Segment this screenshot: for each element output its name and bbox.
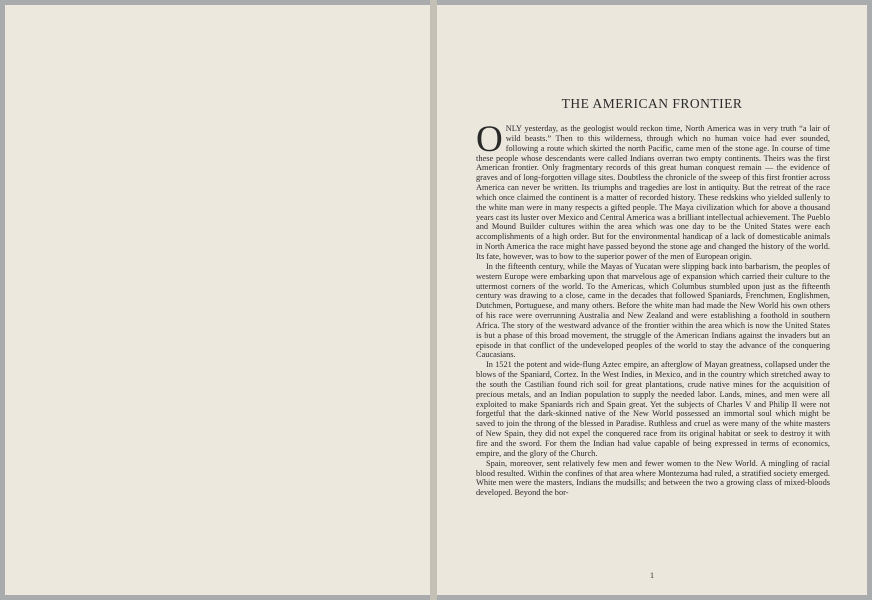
page-number: 1 bbox=[650, 571, 654, 580]
paragraph-1-text: NLY yesterday, as the geologist would reckon time, North America was in very truth “a lair of wild beasts.” Then to this wilderness, through which no human voice had ever sounded, following a route which skirted the north Pacific, came men of the stone age. In course of time these people whose descendants were called Indians overran two empty continents. Theirs was the first American frontier. Only fragmentary records of this great human conquest remain — the evidence of graves and of long-forgotten village sites. Doubtless the chronicle of the sweep of this first frontier across America can never be written. Its triumphs and tragedies are lost in antiquity. But the retreat of the race which once claimed the continent is a matter of recorded history. These redskins who yielded sullenly to the white man were in many respects a gifted people. The Maya civilization which for above a thousand years cast its luster over Mexico and Central America was a brilliant intellectual achievement. The Pueblo and Mound Builder cultures within the area which was one day to be the United States were each accomplishments of a high order. But for the environmental handicap of a lack of domesticable animals in North America the race might have passed beyond the stone age and changed the history of the world. Its fate, however, was to bow to the superior power of the men of European origin. bbox=[476, 124, 830, 261]
paragraph-1 bbox=[476, 119, 830, 262]
body-text bbox=[476, 119, 830, 498]
paragraph-4: Spain, moreover, sent relatively few men and fewer women to the New World. A mingling of racial blood resulted. Within the confines of that area where Montezuma had ruled, a stratified society emerged. White men were the masters, Indians the mudsills; and between the two a growing class of mixed-bloods developed. Beyond the bor- bbox=[476, 458, 830, 498]
paragraph-3: In 1521 the potent and wide-flung Aztec empire, an afterglow of Mayan greatness, collapsed under the blows of the Spaniard, Cortez. In the West Indies, in Mexico, and in the country which stretched away to the south the Castilian found rich soil for great plantations, crude native mines for the acquisition of precious metals, and an Indian population to supply the needed labor. Lands, mines, and men were all exploited to make Spaniards rich and Spain great. Yet the subjects of Charles V and Philip II were not forgetful that the dark-skinned native of the New World possessed an immortal soul which might be saved to join the throng of the blessed in Paradise. Ruthless and cruel as were many of the white masters of New Spain, they did not expel the conquered race from its original habitat or seek to destroy it with fire and the sword. For them the Indian had value capable of being expressed in terms of economics, empire, and the glory of the Church. bbox=[476, 360, 830, 458]
book-gutter bbox=[430, 0, 437, 600]
paragraph-2: In the fifteenth century, while the Mayas of Yucatan were slipping back into barbarism, the peoples of western Europe were embarking upon that marvelous age of expansion which carried their culture to the uttermost corners of the world. To the Americas, which Columbus stumbled upon just as the fifteenth century was drawing to a close, came in the decades that followed Spaniards, Frenchmen, Englishmen, Dutchmen, Portuguese, and many others. Before the white man had made the New World his own others of his race were overrunning Australia and New Zealand and were establishing a foothold in southern Africa. The story of the westward advance of the frontier within the area which is now the United States is but a phase of this broad movement, the struggle of the American Indians against the invaders but an episode in that conflict of the undeveloped peoples of the world to stay the advance of the conquering Caucasians. bbox=[476, 261, 830, 360]
left-blank-page bbox=[5, 5, 430, 595]
chapter-title: THE AMERICAN FRONTIER bbox=[561, 96, 743, 111]
drop-cap-letter: O bbox=[476, 119, 503, 160]
right-text-page bbox=[437, 5, 867, 595]
